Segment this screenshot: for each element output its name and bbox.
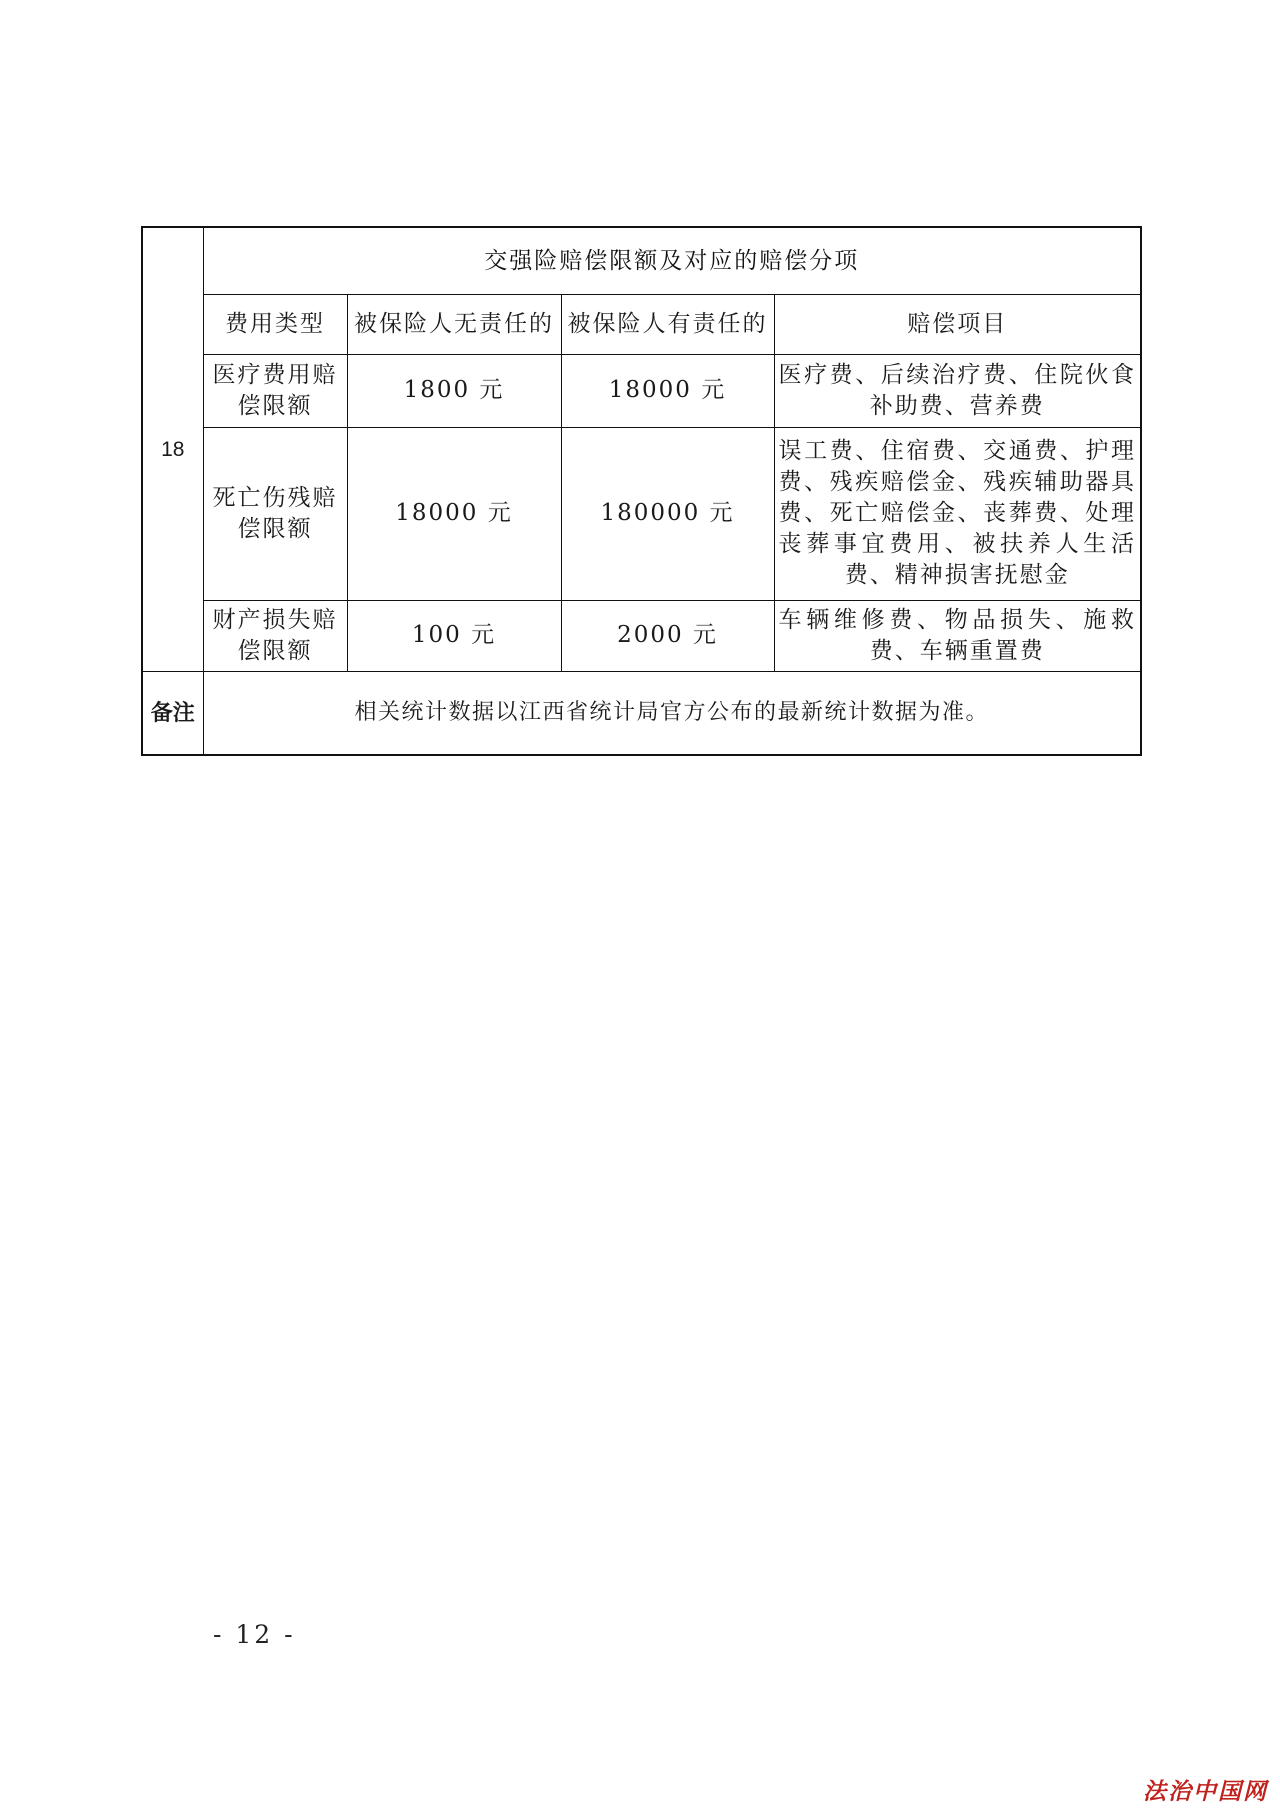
- page-number: - 12 -: [213, 1620, 296, 1649]
- remark-label: 备注: [142, 671, 203, 755]
- liability-amount: 180000 元: [561, 427, 774, 600]
- header-fee-type: 费用类型: [203, 294, 347, 354]
- compensation-items: 医疗费、后续治疗费、住院伙食补助费、营养费: [774, 354, 1141, 427]
- table-row-property-loss: [142, 600, 1141, 671]
- compensation-items: 误工费、住宿费、交通费、护理费、残疾赔偿金、残疾辅助器具费、死亡赔偿金、丧葬费、处理丧葬事宜费用、被扶养人生活费、精神损害抚慰金: [774, 427, 1141, 600]
- compensation-items: 车辆维修费、物品损失、施救费、车辆重置费: [774, 600, 1141, 671]
- site-watermark: 法治中国网: [1143, 1778, 1268, 1805]
- fee-type-cell: 医疗费用赔偿限额: [203, 354, 347, 427]
- table-title: 交强险赔偿限额及对应的赔偿分项: [203, 227, 1141, 294]
- compensation-limit-table: [141, 226, 1142, 756]
- header-items: 赔偿项目: [774, 294, 1141, 354]
- no-liability-amount: 18000 元: [347, 427, 561, 600]
- table-title-row: [142, 227, 1141, 294]
- row-number-cell: 18: [142, 227, 203, 671]
- table-row-medical: [142, 354, 1141, 427]
- liability-amount: 18000 元: [561, 354, 774, 427]
- table-remark-row: [142, 671, 1141, 755]
- liability-amount: 2000 元: [561, 600, 774, 671]
- header-no-liability: 被保险人无责任的: [347, 294, 561, 354]
- remark-text: 相关统计数据以江西省统计局官方公布的最新统计数据为准。: [203, 671, 1141, 755]
- no-liability-amount: 1800 元: [347, 354, 561, 427]
- table-row-death-disability: [142, 427, 1141, 600]
- fee-type-cell: 死亡伤残赔偿限额: [203, 427, 347, 600]
- header-liability: 被保险人有责任的: [561, 294, 774, 354]
- table-header-row: [142, 294, 1141, 354]
- fee-type-cell: 财产损失赔偿限额: [203, 600, 347, 671]
- no-liability-amount: 100 元: [347, 600, 561, 671]
